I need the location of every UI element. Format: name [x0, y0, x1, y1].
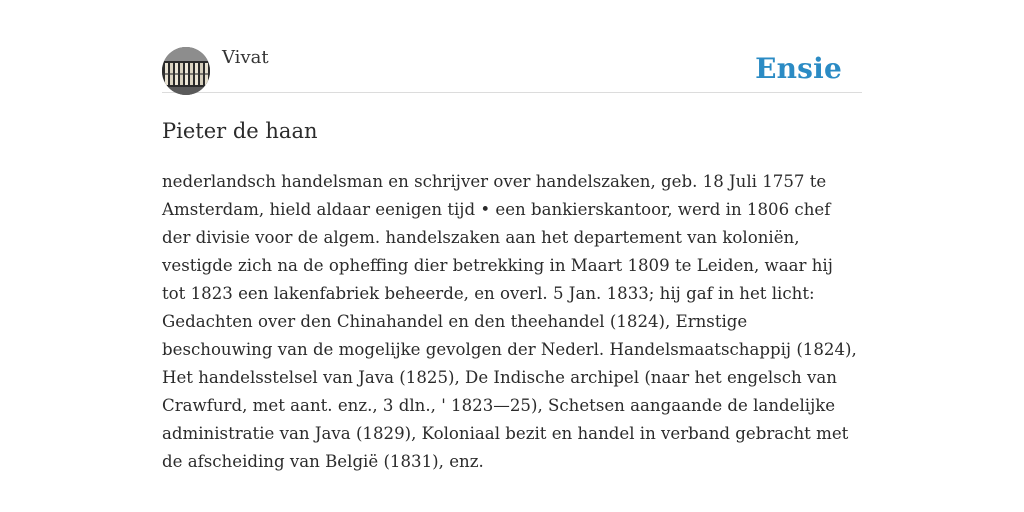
article-line: Gedachten over den Chinahandel en den theehandel (1824), Ernstige — [162, 312, 748, 331]
article-line: nederlandsch handelsman en schrijver over handelszaken, geb. 18 Juli 1757 te — [162, 172, 827, 191]
article-line: Crawfurd, met aant. enz., 3 dln., ' 1823—25), Schetsen aangaande de landelijke — [162, 396, 836, 415]
article-line: de afscheiding van België (1831), enz. — [162, 452, 484, 471]
page-title: Pieter de haan — [162, 119, 318, 143]
article-line: vestigde zich na de opheffing dier betrekking in Maart 1809 te Leiden, waar hij — [162, 256, 833, 275]
article-line: tot 1823 een lakenfabriek beheerde, en overl. 5 Jan. 1833; hij gaf in het licht: — [162, 284, 815, 303]
article-line: administratie van Java (1829), Koloniaal bezit en handel in verband gebracht met — [162, 424, 849, 443]
avatar[interactable] — [162, 47, 210, 95]
source-name[interactable]: Vivat — [222, 47, 269, 68]
article-line: beschouwing van de mogelijke gevolgen der Nederl. Handelsmaatschappij (1824), — [162, 340, 857, 359]
article-line: Amsterdam, hield aldaar eenigen tijd • een bankierskantoor, werd in 1806 chef — [162, 200, 831, 219]
header — [162, 46, 862, 93]
article-line: der divisie voor de algem. handelszaken aan het departement van koloniën, — [162, 228, 800, 247]
ensie-logo[interactable]: Ensie — [755, 52, 842, 85]
book-spines-icon — [162, 47, 210, 95]
article-line: Het handelsstelsel van Java (1825), De Indische archipel (naar het engelsch van — [162, 368, 837, 387]
article-body — [162, 168, 862, 476]
